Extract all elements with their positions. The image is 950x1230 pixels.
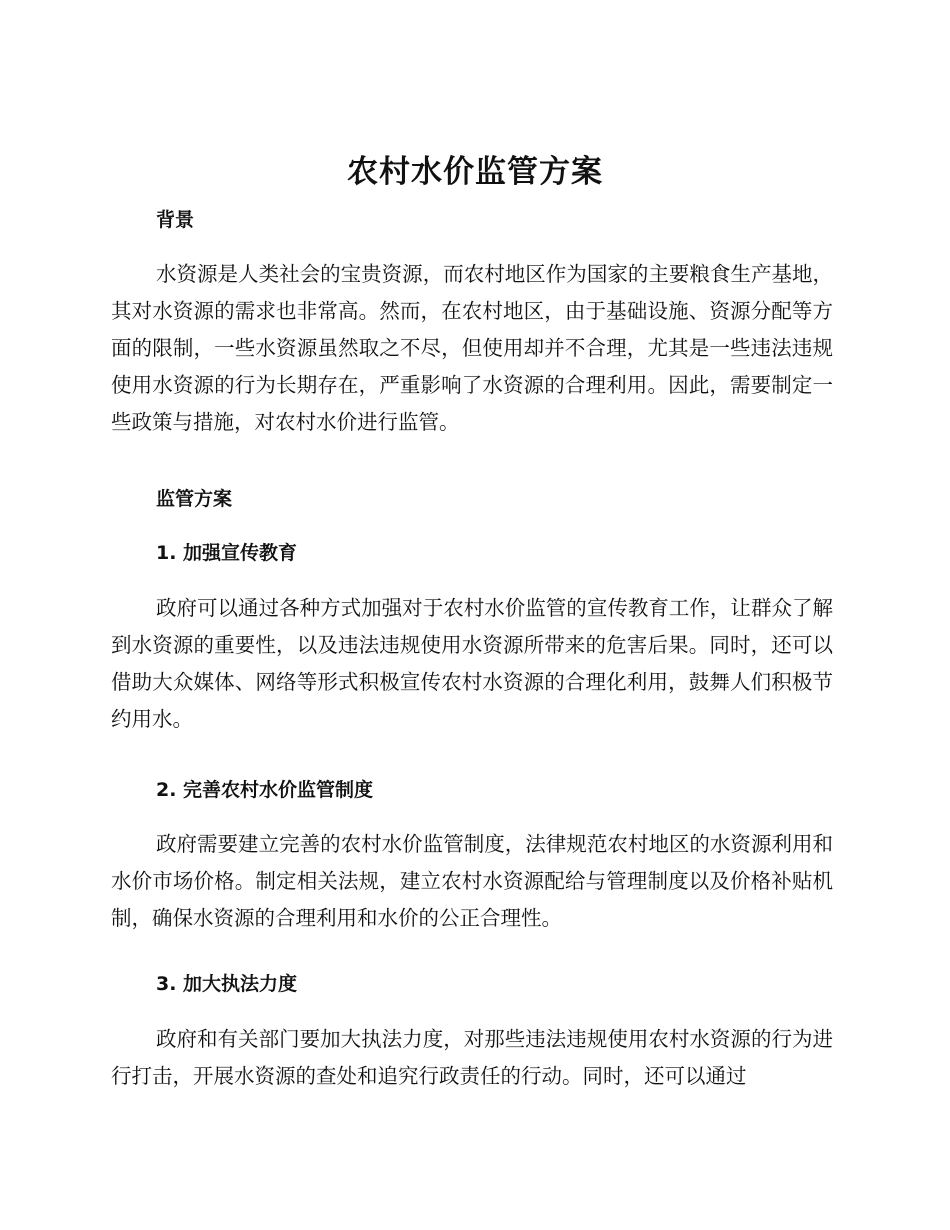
section-heading-background: 背景 <box>156 209 195 231</box>
paragraph-law-enforcement: 政府和有关部门要加大执法力度，对那些违法违规使用农村水资源的行为进行打击，开展水资源的查处和追究行政责任的行动。同时，还可以通过 <box>111 1027 833 1088</box>
paragraph-supervision-system: 政府需要建立完善的农村水价监管制度，法律规范农村地区的水资源利用和水价市场价格。制定相关法规，建立农村水资源配给与管理制度以及价格补贴机制，确保水资源的合理利用和水价的公正合理性。 <box>111 832 833 930</box>
section-heading-supervision-system: 2. 完善农村水价监管制度 <box>156 779 374 801</box>
paragraph-background: 水资源是人类社会的宝贵资源，而农村地区作为国家的主要粮食生产基地，其对水资源的需求也非常高。然而，在农村地区，由于基础设施、资源分配等方面的限制，一些水资源虽然取之不尽，但使用却并不合理，尤其是一些违法违规使用水资源的行为长期存在，严重影响了水资源的合理利用。因此，需要制定一些政策与措施，对农村水价进行监管。 <box>111 262 833 434</box>
paragraph-publicity-education: 政府可以通过各种方式加强对于农村水价监管的宣传教育工作，让群众了解到水资源的重要性，以及违法违规使用水资源所带来的危害后果。同时，还可以借助大众媒体、网络等形式积极宣传农村水资源的合理化利用，鼓舞人们积极节约用水。 <box>111 596 833 731</box>
document-title: 农村水价监管方案 <box>347 154 603 190</box>
section-heading-supervision-plan: 监管方案 <box>156 488 233 510</box>
section-heading-law-enforcement: 3. 加大执法力度 <box>156 973 298 995</box>
section-heading-publicity-education: 1. 加强宣传教育 <box>156 542 298 564</box>
